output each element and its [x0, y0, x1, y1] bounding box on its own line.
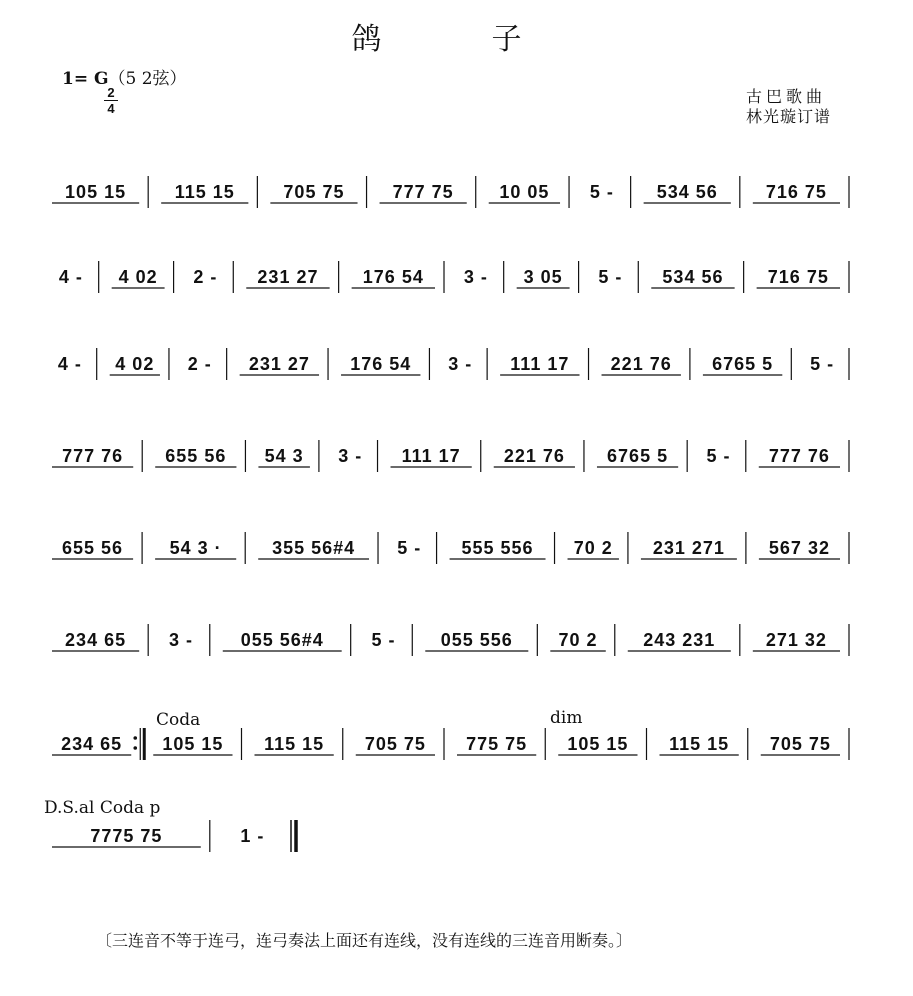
repeat-dot	[133, 736, 137, 740]
measure-notes: 105 15	[162, 734, 224, 754]
footnote: 〔三连音不等于连弓，连弓奏法上面还有连线，没有连线的三连音用断奏。〕	[96, 931, 633, 950]
measure-notes: 4 02	[115, 354, 155, 374]
measure-notes: 4 -	[58, 267, 83, 287]
measure-notes: 705 75	[769, 734, 831, 754]
measure-notes: 534 56	[656, 182, 718, 202]
measure-notes: 111 17	[510, 354, 570, 374]
measure-notes: 5 -	[589, 182, 614, 202]
measure-notes: 4 02	[118, 267, 158, 287]
song-origin: 古巴歌曲	[746, 87, 827, 106]
measure-notes: 70 2	[573, 538, 613, 558]
measure-notes: 716 75	[767, 267, 829, 287]
measure-notes: 221 76	[503, 446, 565, 466]
measure-notes: 777 76	[768, 446, 830, 466]
measure-notes: 2 -	[193, 267, 218, 287]
measure-notes: 3 -	[338, 446, 363, 466]
measure-notes: 2 -	[187, 354, 212, 374]
measure-notes: 777 75	[392, 182, 454, 202]
measure-notes: 3 05	[523, 267, 563, 287]
measure-notes: 271 32	[765, 630, 827, 650]
tuning-label: （5 2弦）	[108, 69, 187, 89]
measure-notes: 70 2	[558, 630, 598, 650]
measure-notes: 5 -	[598, 267, 623, 287]
measure-notes: 231 27	[257, 267, 319, 287]
measure-notes: 3 -	[448, 354, 473, 374]
measure-notes: 105 15	[567, 734, 629, 754]
measure-notes: 1 -	[240, 826, 265, 846]
measure-notes: 54 3	[264, 446, 304, 466]
measure-notes: 231 27	[248, 354, 310, 374]
measure-notes: 5 -	[371, 630, 396, 650]
measure-notes: 4 -	[57, 354, 82, 374]
measure-notes: 055 556	[440, 630, 513, 650]
measure-notes: 716 75	[765, 182, 827, 202]
measure-notes: 5 -	[397, 538, 422, 558]
measure-notes: 115 15	[669, 734, 730, 754]
measure-notes: 655 56	[165, 446, 227, 466]
page-title: 鸽 子	[351, 22, 562, 57]
dim-marking: dim	[550, 708, 583, 728]
score-editor: 林光璇订谱	[746, 107, 832, 126]
ds-al-coda-marking: D.S.al Coda p	[44, 798, 161, 818]
measure-notes: 10 05	[499, 182, 550, 202]
measure-notes: 7775 75	[90, 826, 163, 846]
key-label: 1= G	[62, 69, 109, 89]
measure-notes: 3 -	[168, 630, 193, 650]
measure-notes: 115 15	[174, 182, 235, 202]
measure-notes: 5 -	[706, 446, 731, 466]
coda-marking: Coda	[156, 710, 201, 730]
measure-notes: 655 56	[62, 538, 124, 558]
measure-notes: 105 15	[65, 182, 127, 202]
measure-notes: 243 231	[643, 630, 716, 650]
measure-notes: 115 15	[264, 734, 325, 754]
repeat-dot	[133, 746, 137, 750]
measure-notes: 567 32	[768, 538, 830, 558]
measure-notes: 5 -	[810, 354, 835, 374]
measure-notes: 231 271	[652, 538, 725, 558]
measure-notes: 534 56	[662, 267, 724, 287]
measure-notes: 6765 5	[712, 354, 774, 374]
measure-notes: 777 76	[62, 446, 124, 466]
measure-notes: 705 75	[283, 182, 345, 202]
measure-notes: 555 556	[461, 538, 534, 558]
measure-notes: 176 54	[350, 354, 412, 374]
time-signature-bottom: 4	[107, 101, 115, 116]
measure-notes: 355 56#4	[272, 538, 356, 558]
measure-notes: 176 54	[362, 267, 424, 287]
time-signature-top: 2	[107, 85, 115, 100]
measure-notes: 221 76	[610, 354, 672, 374]
measure-notes: 775 75	[466, 734, 528, 754]
measure-notes: 54 3 ·	[169, 538, 222, 558]
measure-notes: 234 65	[61, 734, 123, 754]
score-rows	[52, 176, 849, 852]
measure-notes: 6765 5	[607, 446, 669, 466]
measure-notes: 705 75	[364, 734, 426, 754]
measure-notes: 234 65	[65, 630, 127, 650]
measure-notes: 111 17	[401, 446, 461, 466]
measure-notes: 3 -	[463, 267, 488, 287]
measure-notes: 055 56#4	[240, 630, 324, 650]
